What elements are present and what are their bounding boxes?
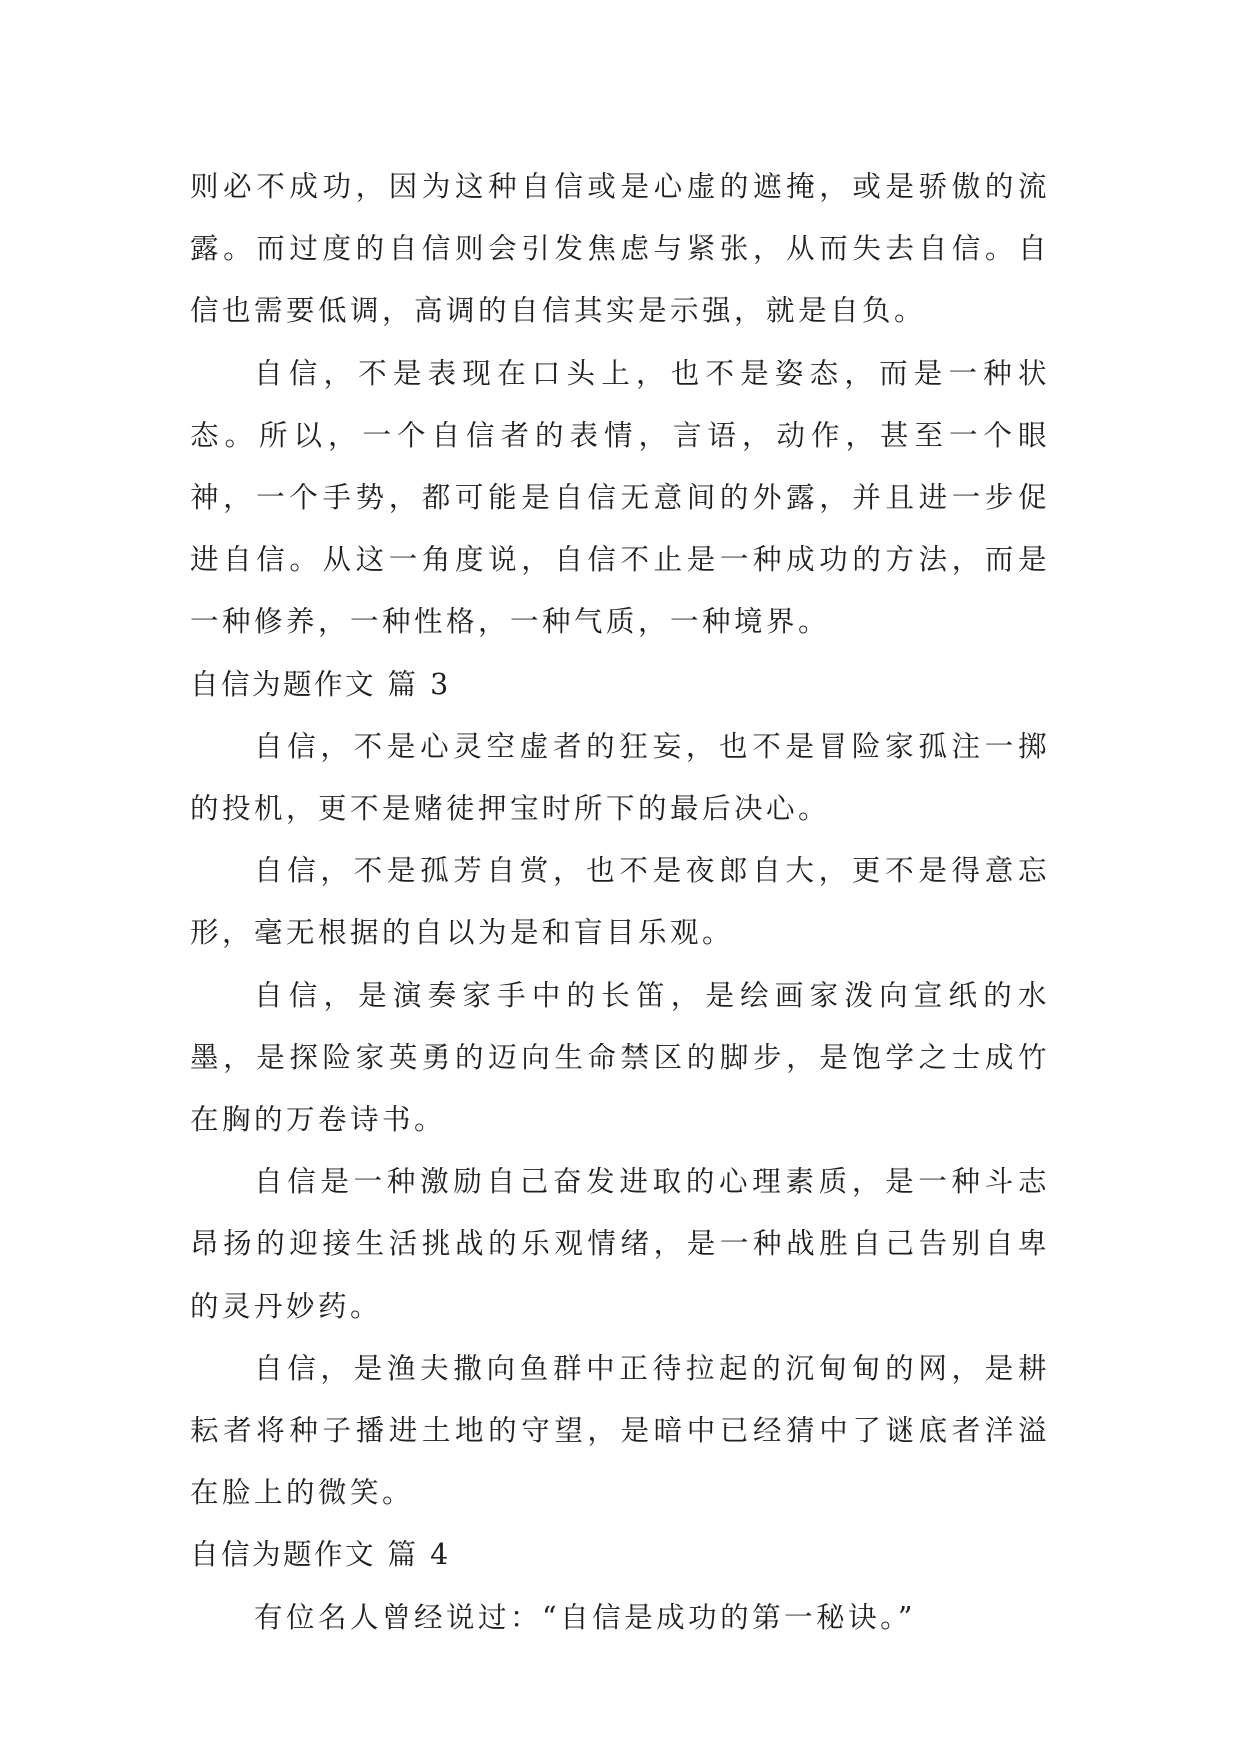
paragraph: 自信，不是孤芳自赏，也不是夜郎自大，更不是得意忘形，毫无根据的自以为是和盲目乐观。 (190, 854, 1050, 950)
paragraph: 自信，不是心灵空虚者的狂妄，也不是冒险家孤注一掷的投机，更不是赌徒押宝时所下的最后决心。 (190, 729, 1050, 826)
paragraph: 则必不成功，因为这种自信或是心虚的遮掩，或是骄傲的流露。而过度的自信则会引发焦虑与紧张，从而失去自信。自信也需要低调，高调的自信其实是示强，就是自负。 (190, 170, 1050, 328)
document-body (190, 156, 1050, 1649)
paragraph: 有位名人曾经说过：“自信是成功的第一秘诀。” (254, 1600, 916, 1634)
paragraph: 自信，是渔夫撒向鱼群中正待拉起的沉甸甸的网，是耕耘者将种子播进土地的守望，是暗中已经猜中了谜底者洋溢在脸上的微笑。 (190, 1351, 1050, 1510)
section-heading: 自信为题作文 篇 3 (190, 667, 451, 701)
paragraph: 自信是一种激励自己奋发进取的心理素质，是一种斗志昂扬的迎接生活挑战的乐观情绪，是一种战胜自己告别自卑的灵丹妙药。 (190, 1165, 1050, 1323)
section-heading: 自信为题作文 篇 4 (190, 1538, 451, 1572)
paragraph: 自信，是演奏家手中的长笛，是绘画家泼向宣纸的水墨，是探险家英勇的迈向生命禁区的脚步，是饱学之士成竹在胸的万卷诗书。 (190, 978, 1050, 1137)
paragraph: 自信，不是表现在口头上，也不是姿态，而是一种状态。所以，一个自信者的表情，言语，动作，甚至一个眼神，一个手势，都可能是自信无意间的外露，并且进一步促进自信。从这一角度说，自信不止是一种成功的方法，而是一种修养，一种性格，一种气质，一种境界。 (190, 356, 1050, 639)
